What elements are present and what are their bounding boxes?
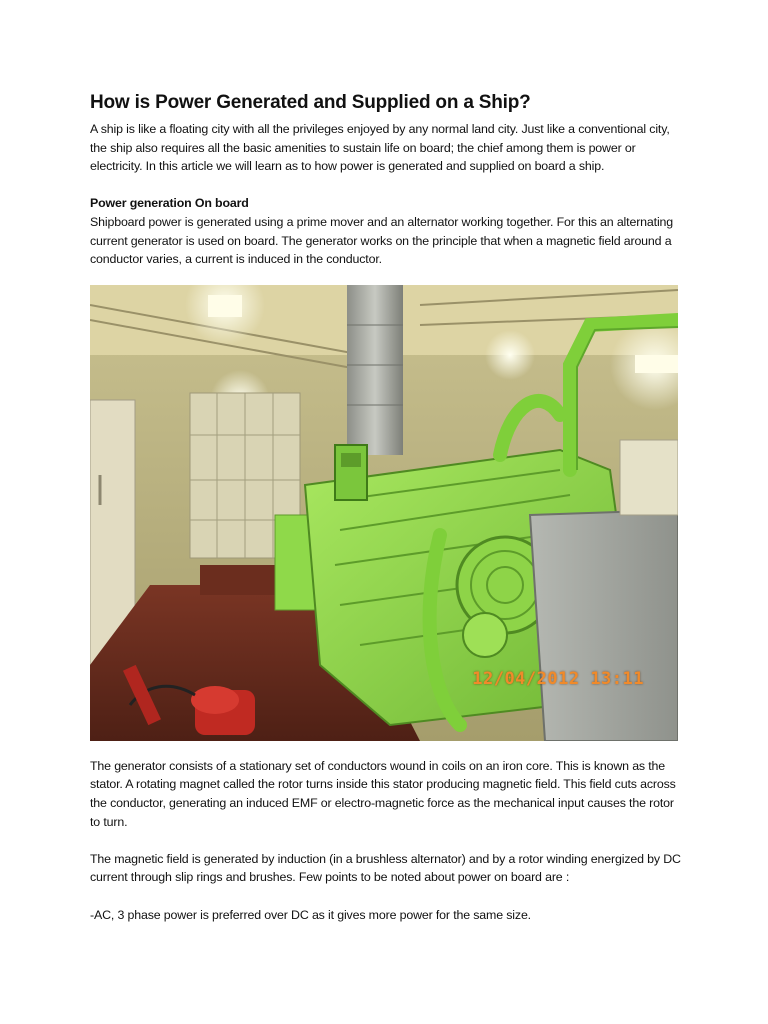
magnetic-field-paragraph: The magnetic field is generated by induction (in a brushless alternator) and by a rotor winding energized by DC current through slip rings and brushes. Few points to be noted about power on board are : <box>90 851 681 885</box>
section-heading: Power generation On board <box>90 196 249 211</box>
generator-paragraph: The generator consists of a stationary set of conductors wound in coils on an iron core. This is known as the stator. A rotating magnet called the rotor turns inside this stator producing magnetic field. This field cuts across the conductor, generating an induced EMF or electro-magnetic force as the mechanical input causes the rotor to turn. <box>90 758 676 829</box>
paragraph-spacer <box>90 831 682 850</box>
article-title: How is Power Generated and Supplied on a Ship? <box>90 92 531 113</box>
section-paragraph: Shipboard power is generated using a prime mover and an alternator working together. For this an alternating current generator is used on board. The generator works on the principle that when a magnetic field around a conductor varies, a current is induced in the conductor. <box>90 214 674 267</box>
photo-timestamp: 12/04/2012 13:11 <box>472 668 644 689</box>
paragraph-spacer <box>90 887 682 906</box>
paragraph-spacer <box>90 176 682 195</box>
generator-photo <box>90 285 678 741</box>
intro-paragraph: A ship is like a floating city with all the privileges enjoyed by any normal land city. Just like a conventional city, the ship also requires all the basic amenities to sustain life on board; the chief among them is power or electricity. In this article we will learn as to how power is generated and supplied on board a ship. <box>90 122 670 174</box>
article-body <box>90 90 682 924</box>
point-ac-power: -AC, 3 phase power is preferred over DC as it gives more power for the same size. <box>90 907 531 922</box>
